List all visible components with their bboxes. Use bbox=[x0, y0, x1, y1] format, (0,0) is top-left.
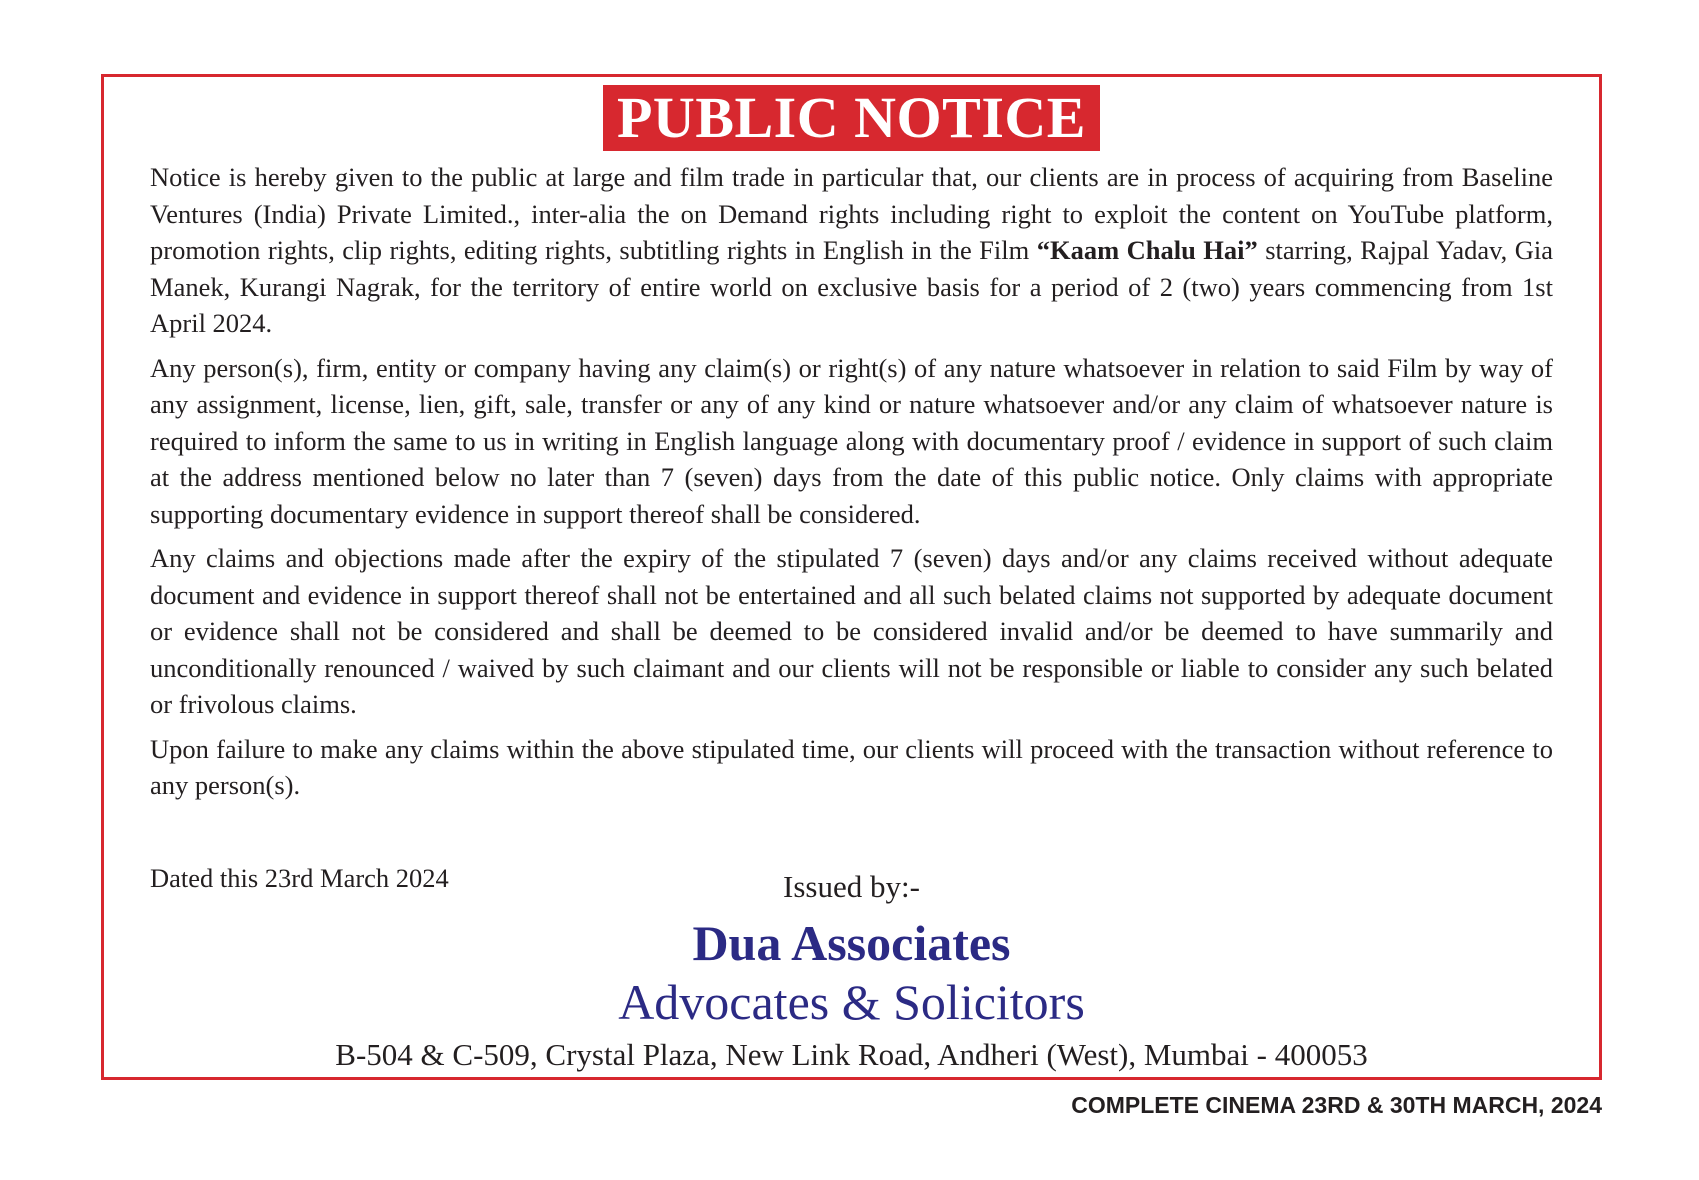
public-notice-frame bbox=[101, 74, 1602, 1080]
notice-paragraph-1 bbox=[150, 159, 1553, 342]
paragraph-1-tail: starring, Rajpal Yadav, Gia Manek, Kurangi Nagrak, for the territory of entire world on exclusive basis for a period of 2 (two) years commencing from 1st April 2024. bbox=[150, 235, 1553, 338]
firm-address: B-504 & C-509, Crystal Plaza, New Link Road, Andheri (West), Mumbai - 400053 bbox=[335, 1037, 1368, 1072]
paragraph-1-lead: Notice is hereby given to the public at large and film trade in particular that, our clients are in process of acquiring from Baseline Ventures (India) Private Limited., inter-alia the on Demand rights including right to exploit the content on YouTube platform, promotion rights, clip rights, editing rights, subtitling rights in English in the Film bbox=[150, 162, 1553, 265]
notice-title: PUBLIC NOTICE bbox=[603, 85, 1100, 151]
firm-subtitle: Advocates & Solicitors bbox=[618, 974, 1085, 1030]
notice-paragraph-2: Any person(s), firm, entity or company having any claim(s) or right(s) of any nature whatsoever in relation to said Film by way of any assignment, license, lien, gift, sale, transfer or any of any kind or nature whatsoever and/or any claim of whatsoever nature is required to inform the same to us in writing in English language along with documentary proof / evidence in support of such claim at the address mentioned below no later than 7 (seven) days from the date of this public notice. Only claims with appropriate supporting documentary evidence in support thereof shall be considered. bbox=[150, 352, 1553, 529]
dated-line: Dated this 23rd March 2024 bbox=[150, 863, 449, 893]
notice-paragraph-4: Upon failure to make any claims within the above stipulated time, our clients will proceed with the transaction without reference to any person(s). bbox=[150, 733, 1553, 800]
film-title: “Kaam Chalu Hai” bbox=[1036, 235, 1258, 265]
notice-paragraph-3: Any claims and objections made after the expiry of the stipulated 7 (seven) days and/or any claims received without adequate document and evidence in support thereof shall not be entertained and all such belated claims not supported by adequate document or evidence shall not be considered and shall be deemed to be considered invalid and/or be deemed to have summarily and unconditionally renounced / waived by such claimant and our clients will not be responsible or liable to consider any such belated or frivolous claims. bbox=[150, 543, 1553, 719]
title-banner bbox=[104, 85, 1599, 151]
publication-credit: COMPLETE CINEMA 23RD & 30TH MARCH, 2024 bbox=[1071, 1092, 1602, 1118]
firm-name: Dua Associates bbox=[692, 915, 1011, 971]
issued-by-label: Issued by:- bbox=[783, 869, 920, 904]
issuer-block bbox=[104, 867, 1599, 1075]
notice-body bbox=[150, 159, 1553, 812]
